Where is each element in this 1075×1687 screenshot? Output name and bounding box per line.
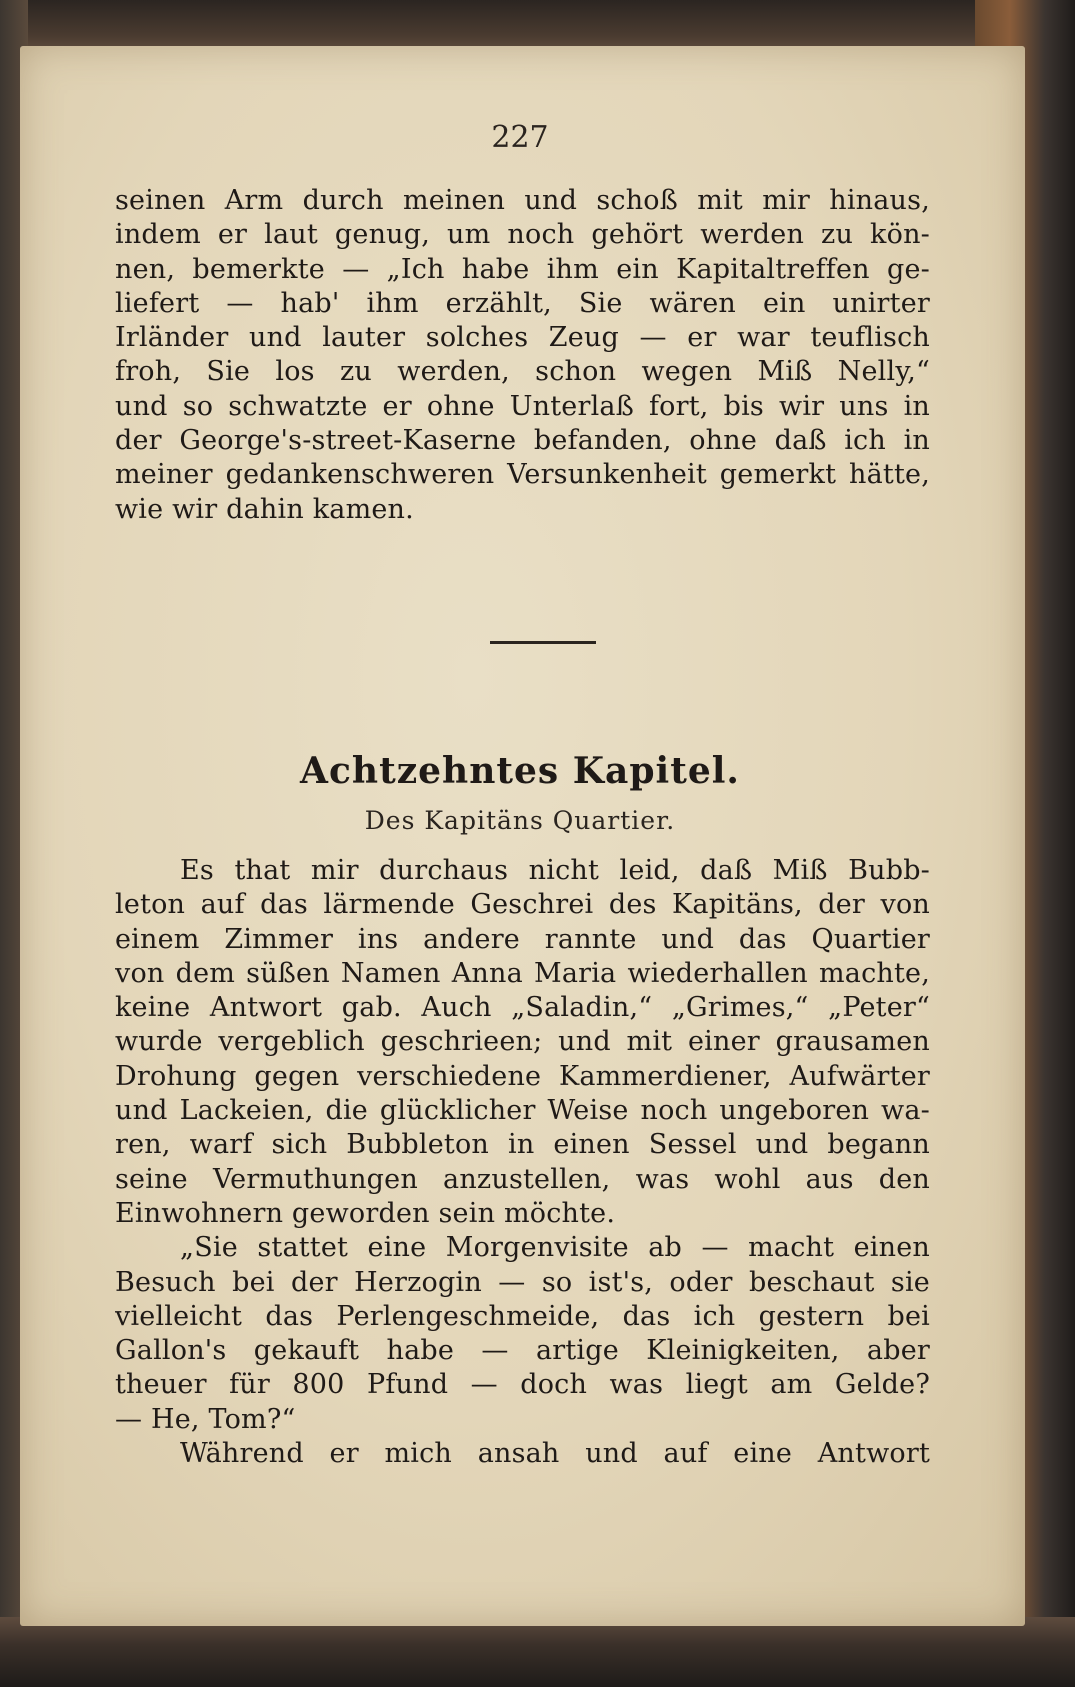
text-line: und so schwatzte er ohne Unterlaß fort, bis wir uns in [115,390,930,422]
text-line: und Lackeien, die glücklicher Weise noch ungeboren wa- [115,1095,930,1127]
text-line: ren, warf sich Bubbleton in einen Sessel und begann [115,1129,930,1161]
text-line: Gallon's gekauft habe — artige Kleinigkeiten, aber [115,1335,930,1367]
text-line: seinen Arm durch meinen und schoß mit mir hinaus, [115,185,930,216]
text-line: nen, bemerkte — „Ich habe ihm ein Kapitaltreffen ge- [115,253,930,285]
text-line: wurde vergeblich geschrieen; und mit einer grausamen [115,1026,930,1058]
text-line: indem er laut genug, um noch gehört werden zu kön- [115,219,930,251]
page-number: 227 [491,120,549,155]
text-line: liefert — hab' ihm erzählt, Sie wären ein unirter [115,287,930,319]
chapter-body [115,854,930,1471]
text-line: von dem süßen Namen Anna Maria wiederhallen machte, [115,957,930,989]
book-binding-bottom [0,1617,1075,1687]
text-line: vielleicht das Perlengeschmeide, das ich gestern bei [115,1300,930,1332]
text-line: Besuch bei der Herzogin — so ist's, oder beschaut sie [115,1266,930,1298]
text-line: Drohung gegen verschiedene Kammerdiener, Aufwärter [115,1060,930,1092]
text-line: Irländer und lauter solches Zeug — er war teuflisch [115,322,930,354]
text-line: einem Zimmer ins andere rannte und das Quartier [115,923,930,955]
text-line: leton auf das lärmende Geschrei des Kapitäns, der von [115,889,930,921]
text-line: theuer für 800 Pfund — doch was liegt am Gelde? [115,1369,930,1401]
text-line: seine Vermuthungen anzustellen, was wohl aus den [115,1163,930,1195]
text-line: Es that mir durchaus nicht leid, daß Miß Bubb- [180,855,930,886]
text-line: wie wir dahin kamen. [115,493,414,525]
top-paragraph [115,184,930,527]
section-divider [490,641,596,644]
chapter-subtitle: Des Kapitäns Quartier. [364,806,676,835]
text-line: keine Antwort gab. Auch „Saladin,“ „Grimes,“ „Peter“ [115,992,930,1024]
chapter-title: Achtzehntes Kapitel. [300,750,740,792]
text-line: Einwohnern geworden sein möchte. [115,1197,616,1229]
text-line: Während er mich ansah und auf eine Antwort [180,1438,930,1470]
text-line: — He, Tom?“ [115,1403,296,1435]
text-line: der George's-street-Kaserne befanden, ohne daß ich in [115,425,930,457]
text-line: meiner gedankenschweren Versunkenheit gemerkt hätte, [115,459,930,491]
text-line: froh, Sie los zu werden, schon wegen Miß Nelly,“ [115,356,930,388]
text-line: „Sie stattet eine Morgenvisite ab — macht einen [180,1232,930,1264]
